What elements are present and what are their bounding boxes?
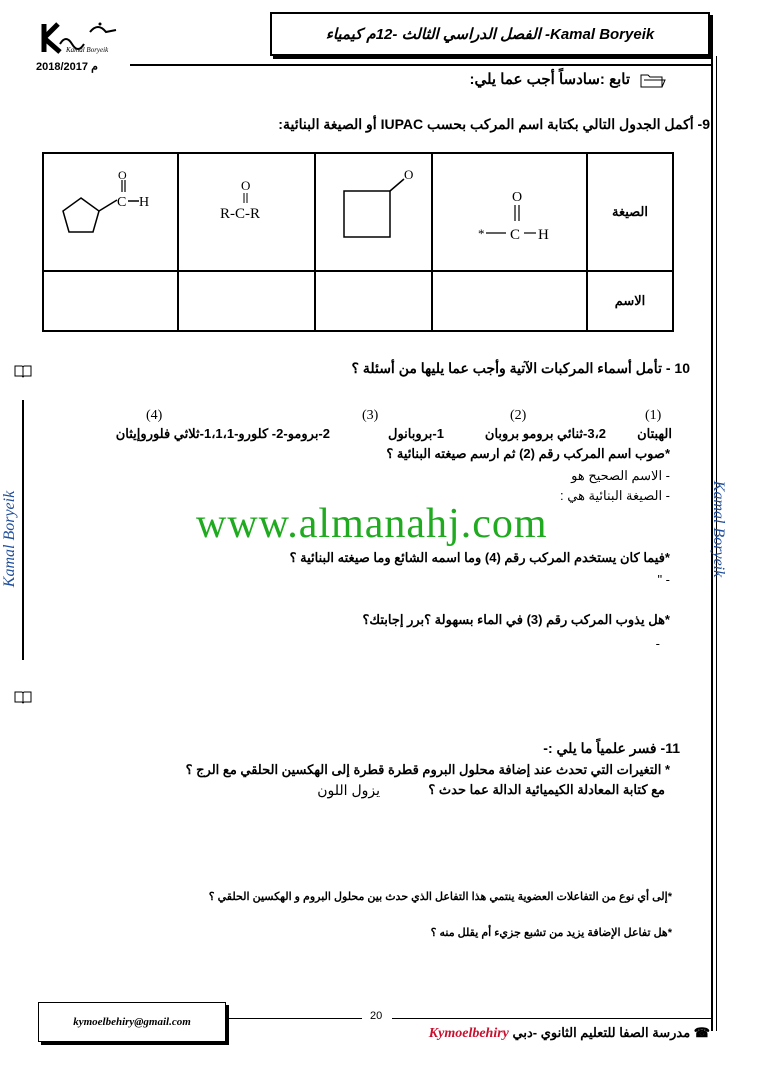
- cyclopentanecarbaldehyde-structure: [51, 170, 171, 250]
- q10-prompt: 10 - تأمل أسماء المركبات الآتية وأجب عما يليها من أسئلة ؟: [351, 360, 690, 376]
- q10-answer-a2: - الصيغة البنائية هي :: [560, 488, 670, 503]
- atom-o: O: [240, 177, 250, 193]
- row-label-formula: الصيغة: [587, 153, 673, 271]
- atom-o: O: [403, 166, 413, 182]
- compound-3: 1-بروبانول: [388, 426, 444, 441]
- q11-line-3: *إلى أي نوع من التفاعلات العضوية ينتمي هذا التفاعل الذي حدث بين محلول البروم و الهكسين الحلقي ؟: [208, 891, 672, 903]
- email-box: [38, 1002, 226, 1042]
- cell-ketone: [178, 153, 315, 271]
- school-name: مدرسة الصفا للتعليم الثانوي -دبي: [512, 1025, 691, 1040]
- q9-table: [42, 152, 674, 332]
- q11-line-2: مع كتابة المعادلة الكيميائية الدالة عما حدث ؟: [428, 782, 665, 797]
- atom-o: O: [511, 189, 522, 205]
- compound-number-4: (4): [146, 408, 163, 423]
- table-row: [43, 271, 673, 331]
- cell-cyclopentyl-aldehyde: [43, 153, 178, 271]
- q11-prompt: 11- فسر علمياً ما يلي :-: [543, 740, 680, 756]
- ketone-formula: R-C-R: [219, 205, 260, 222]
- left-border: [22, 400, 24, 660]
- header-divider: [130, 64, 712, 66]
- folder-icon: [640, 72, 666, 92]
- aldehyde-group-structure: [440, 165, 580, 255]
- answer-cell[interactable]: [43, 271, 178, 331]
- phone-icon: ☎: [693, 1025, 710, 1040]
- side-label-left: Kamal Boryeik: [1, 490, 19, 588]
- q10-answer-c1: -: [655, 636, 660, 651]
- header-title-box: [270, 12, 710, 56]
- atom-h: H: [537, 226, 549, 243]
- school-year: 2018/2017 م: [36, 61, 98, 73]
- email-address: kymoelbehiry@gmail.com: [73, 1016, 191, 1028]
- atom-c: C: [116, 194, 126, 210]
- watermark: www.almanahj.com: [196, 501, 548, 547]
- q10-question-a: *صوب اسم المركب رقم (2) ثم ارسم صيغته البنائية ؟: [386, 446, 670, 461]
- section-heading: تابع :سادساً أجب عما يلي:: [469, 71, 630, 88]
- q10-question-c: *هل يذوب المركب رقم (3) في الماء بسهولة ؟برر إجابتك؟: [362, 612, 670, 627]
- row-label-name: الاسم: [587, 271, 673, 331]
- q10-answer-a1: - الاسم الصحيح هو: [571, 468, 670, 483]
- atom-o: O: [117, 169, 127, 182]
- compound-number-1: (1): [645, 408, 662, 423]
- table-row: [43, 153, 673, 271]
- cell-aldehyde-group: [432, 153, 587, 271]
- q11-line-4: *هل تفاعل الإضافة يزيد من تشبع جزيء أم يقلل منه ؟: [430, 927, 672, 939]
- atom-star: *: [477, 225, 484, 241]
- page-number: 20: [370, 1010, 383, 1022]
- side-label-right: Kamal Boryeik: [710, 480, 728, 578]
- ketone-structure: [192, 170, 302, 250]
- compound-4: 2-برومو-2- كلورو-1،1،1-ثلاثي فلوروإيثان: [115, 426, 330, 441]
- q10-question-b: *فيما كان يستخدم المركب رقم (4) وما اسمه الشائع وما صيغته البنائية ؟: [289, 550, 670, 565]
- compound-number-2: (2): [510, 408, 527, 423]
- q10-answer-b1: - ": [657, 572, 670, 587]
- footer-school: [350, 1025, 710, 1042]
- compound-number-3: (3): [362, 408, 379, 423]
- page-title: Kamal Boryeik- الفصل الدراسي الثالث -12م كيمياء: [325, 26, 655, 43]
- answer-cell[interactable]: [178, 271, 315, 331]
- compound-2: 3،2-ثنائي برومو بروبان: [484, 426, 606, 441]
- q9-prompt: 9- أكمل الجدول التالي بكتابة اسم المركب بحسب IUPAC أو الصيغة البنائية:: [278, 116, 710, 132]
- answer-cell[interactable]: [315, 271, 432, 331]
- footer-divider: [392, 1018, 712, 1019]
- footer-author: Kymoelbehiry: [428, 1026, 509, 1041]
- cell-cyclobutanone: [315, 153, 432, 271]
- logo-caption: Kamal Boryeik: [66, 46, 109, 54]
- book-icon: [14, 690, 32, 708]
- atom-h: H: [138, 194, 149, 210]
- cyclobutanone-structure: [324, 165, 424, 255]
- q11-line-1: * التغيرات التي تحدث عند إضافة محلول البروم قطرة قطرة إلى الهكسين الحلقي مع الرج ؟: [185, 762, 670, 777]
- q11-answer: يزول اللون: [317, 782, 380, 798]
- book-icon: [14, 364, 32, 382]
- atom-c: C: [509, 226, 520, 243]
- answer-cell[interactable]: [432, 271, 587, 331]
- compound-1: الهبتان: [637, 426, 672, 441]
